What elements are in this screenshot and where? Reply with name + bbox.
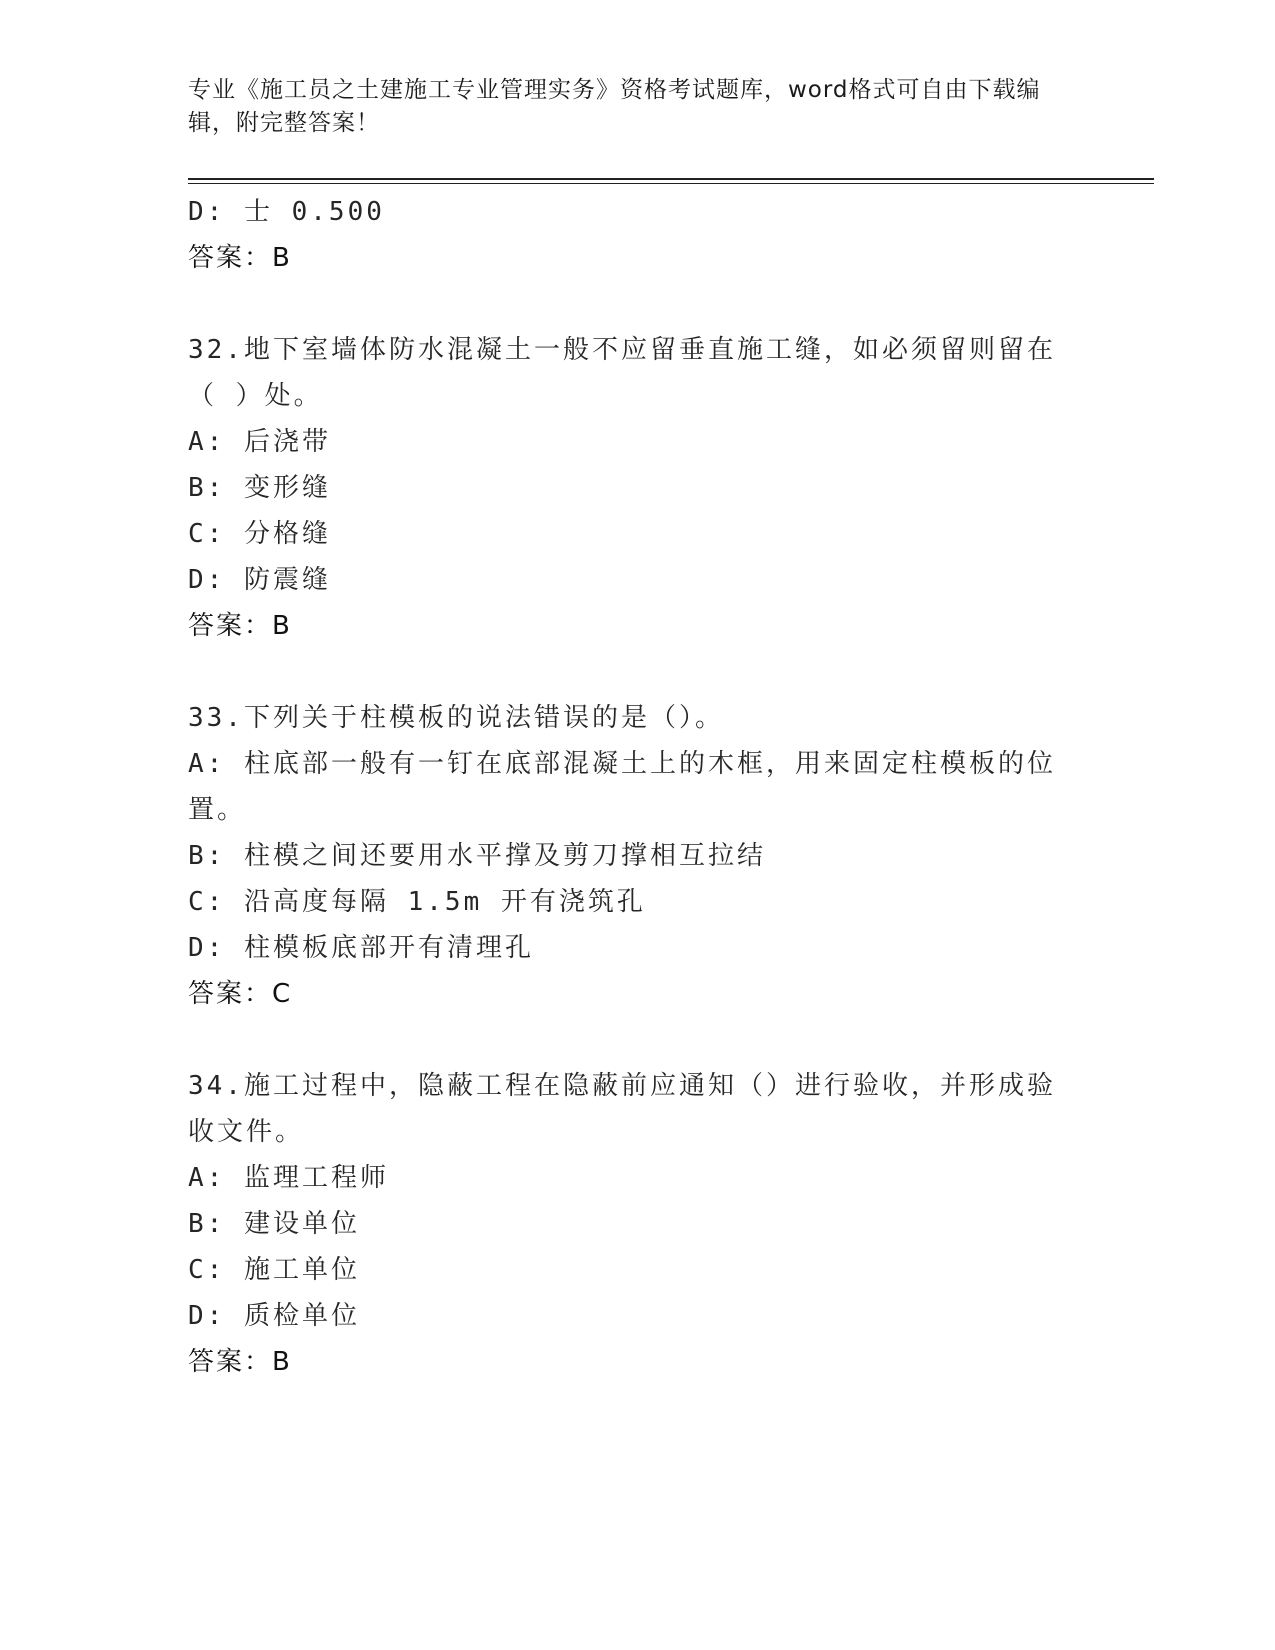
option-b: B: 变形缝 <box>188 473 331 503</box>
question-block <box>188 695 1088 1017</box>
spacer <box>188 649 1088 695</box>
option-d: D: 防震缝 <box>188 565 331 595</box>
document-header: 专业《施工员之土建施工专业管理实务》资格考试题库，word格式可自由下载编辑，附完整答案！ <box>188 77 1041 136</box>
answer-line: 答案：B <box>188 243 292 273</box>
option-d: D: 柱模板底部开有清理孔 <box>188 933 534 963</box>
option-c: C: 分格缝 <box>188 519 331 549</box>
option-d: D: 质检单位 <box>188 1301 360 1331</box>
header-divider-thick <box>188 178 1154 180</box>
option-b: B: 柱模之间还要用水平撑及剪刀撑相互拉结 <box>188 841 766 871</box>
option-c: C: 施工单位 <box>188 1255 360 1285</box>
option-b: B: 建设单位 <box>188 1209 360 1239</box>
question-content <box>188 189 1088 1385</box>
header-divider-thin <box>188 183 1154 184</box>
answer-line: 答案：B <box>188 1347 292 1377</box>
spacer <box>188 281 1088 327</box>
question-block <box>188 327 1088 649</box>
spacer <box>188 1017 1088 1063</box>
option-c: C: 沿高度每隔 1.5m 开有浇筑孔 <box>188 887 646 917</box>
option-d: D: 士 0.500 <box>188 197 385 227</box>
question-title: 33.下列关于柱模板的说法错误的是（）。 <box>188 703 724 733</box>
question-block <box>188 1063 1088 1385</box>
option-a: A: 后浇带 <box>188 427 331 457</box>
question-title: 32.地下室墙体防水混凝土一般不应留垂直施工缝，如必须留则留在（ ）处。 <box>188 335 1056 411</box>
option-a: A: 柱底部一般有一钉在底部混凝土上的木框，用来固定柱模板的位置。 <box>188 749 1056 825</box>
answer-line: 答案：C <box>188 979 293 1009</box>
answer-line: 答案：B <box>188 611 292 641</box>
question-title: 34.施工过程中，隐蔽工程在隐蔽前应通知（）进行验收，并形成验收文件。 <box>188 1071 1056 1147</box>
option-a: A: 监理工程师 <box>188 1163 389 1193</box>
